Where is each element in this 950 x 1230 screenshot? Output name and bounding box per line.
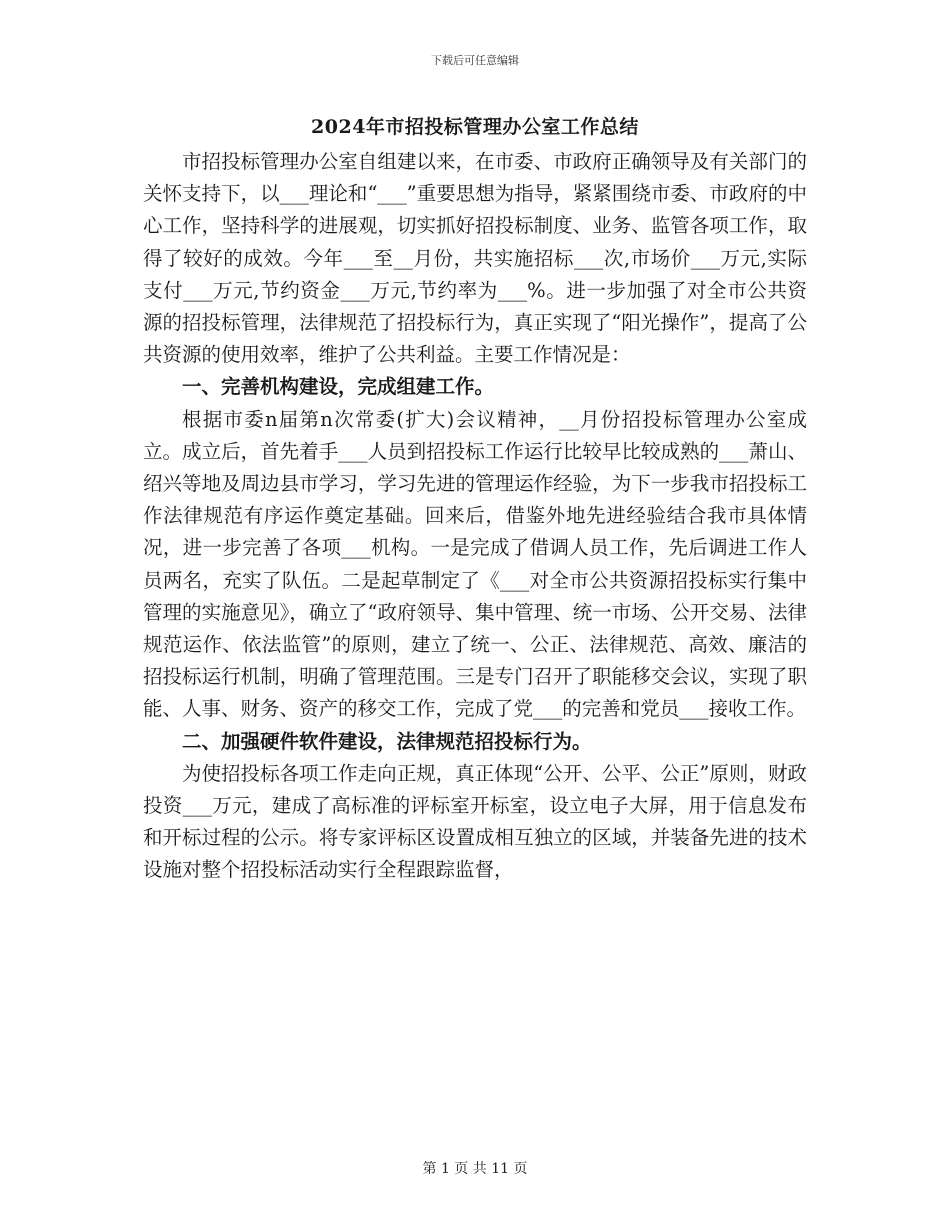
section-2-paragraph: 为使招投标各项工作走向正规，真正体现“公开、公平、公正”原则，财政投资___万元，建成了高标准的评标室开标室，设立电子大屏，用于信息发布和开标过程的公示。将专家评标区设置成相互独立的区域，并装备先进的技术设施对整个招投标活动实行全程跟踪监督，	[143, 761, 807, 882]
section-heading-2: 二、加强硬件软件建设，法律规范招投标行为。	[182, 729, 592, 753]
intro-paragraph: 市招投标管理办公室自组建以来，在市委、市政府正确领导及有关部门的关怀支持下，以___理论和“___”重要思想为指导，紧紧围绕市委、市政府的中心工作，坚持科学的进展观，切实抓好招投标制度、业务、监管各项工作，取得了较好的成效。今年___至__月份，共实施招标___次,市场价___万元,实际支付___万元,节约资金___万元,节约率为___%。进一步加强了对全市公共资源的招投标管理，法律规范了招投标行为，真正实现了“阳光操作”，提高了公共资源的使用效率，维护了公共利益。主要工作情况是：	[143, 150, 807, 367]
section-1-paragraph: 根据市委n届第n次常委(扩大)会议精神，__月份招投标管理办公室成立。成立后，首先着手___人员到招投标工作运行比较早比较成熟的___萧山、绍兴等地及周边县市学习，学习先进的管理运作经验，为下一步我市招投标工作法律规范有序运作奠定基础。回来后，借鉴外地先进经验结合我市具体情况，进一步完善了各项___机构。一是完成了借调人员工作，先后调进工作人员两名，充实了队伍。二是起草制定了《___对全市公共资源招投标实行集中管理的实施意见》，确立了“政府领导、集中管理、统一市场、公开交易、法律规范运作、依法监管”的原则，建立了统一、公正、法律规范、高效、廉洁的招投标运行机制，明确了管理范围。三是专门召开了职能移交会议，实现了职能、人事、财务、资产的移交工作，完成了党___的完善和党员___接收工作。	[143, 407, 807, 721]
page-header-note: 下载后可任意编辑	[431, 54, 519, 67]
page-number: 第 1 页 共 11 页	[422, 1161, 528, 1177]
document-body	[143, 146, 807, 887]
section-heading-1: 一、完善机构建设，完成组建工作。	[182, 375, 495, 399]
document-title: 2024年市招投标管理办公室工作总结	[311, 116, 639, 138]
